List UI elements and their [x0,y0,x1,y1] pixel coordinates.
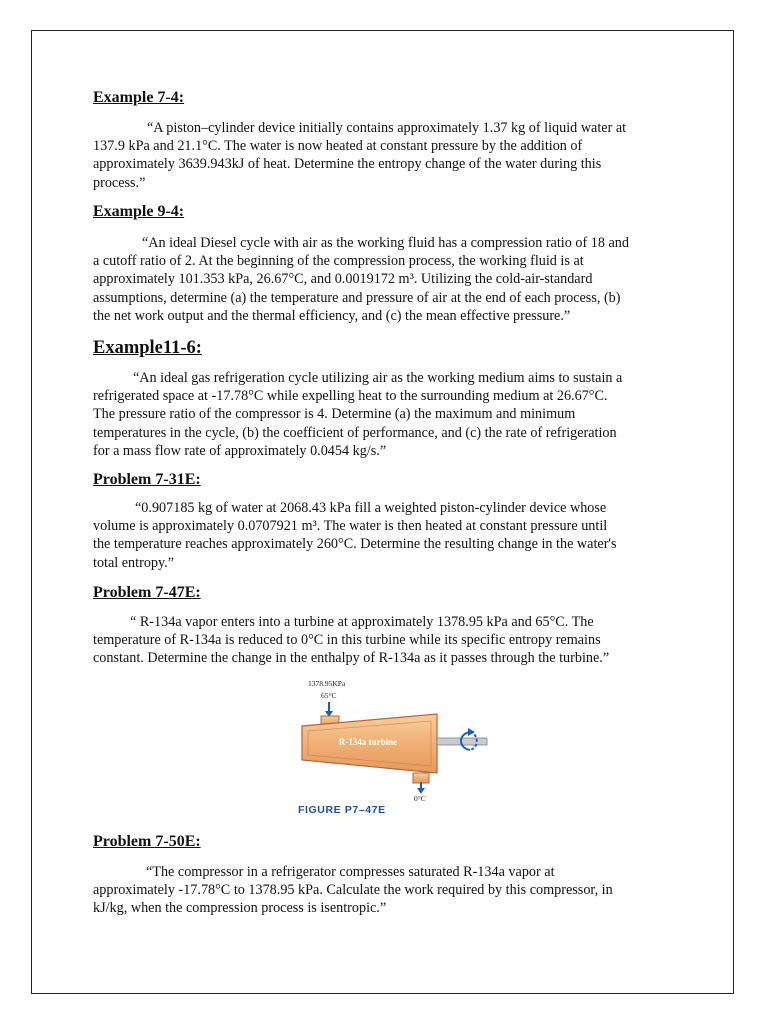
paragraph-example-7-4 [93,119,677,192]
heading-problem-7-31e: Problem 7-31E: [93,471,201,488]
text-line: kJ/kg, when the compression process is isentropic.” [93,900,387,917]
figure-caption: FIGURE P7–47E [298,804,386,816]
heading-problem-7-47e: Problem 7-47E: [93,584,201,601]
text-line: process.” [93,174,146,191]
text-line: constant. Determine the change in the enthalpy of R-134a as it passes through the turbine.” [93,650,610,667]
inlet-pressure-label: 1378.95KPa [308,679,346,688]
heading-example-11-6: Example11-6: [93,338,202,358]
paragraph-problem-7-47e [93,613,677,668]
text-line: temperature of R-134a is reduced to 0°C in this turbine while its specific entropy remains [93,632,601,649]
outlet-temp-label: 0°C [414,794,426,803]
text-line: The pressure ratio of the compressor is 4. Determine (a) the maximum and minimum [93,406,576,423]
paragraph-example-11-6 [93,369,677,460]
turbine-figure [272,676,498,818]
text-line: approximately -17.78°C to 1378.95 kPa. Calculate the work required by this compressor, in [93,882,613,899]
text-line: “A piston–cylinder device initially contains approximately 1.37 kg of liquid water at [147,120,627,136]
text-line: “0.907185 kg of water at 2068.43 kPa fill a weighted piston-cylinder device whose [135,500,607,516]
inlet-arrow-icon [325,702,333,717]
text-line: “An ideal gas refrigeration cycle utilizing air as the working medium aims to sustain a [133,370,623,386]
paragraph-example-9-4 [93,234,677,325]
text-line: the net work output and the thermal efficiency, and (c) the mean effective pressure.” [93,307,571,324]
text-line: assumptions, determine (a) the temperature and pressure of air at the end of each process, (b) [93,289,621,306]
text-line: volume is approximately 0.0707921 m³. The water is then heated at constant pressure until [93,518,608,535]
heading-example-9-4: Example 9-4: [93,203,185,220]
paragraph-problem-7-50e [93,863,677,918]
text-line: for a mass flow rate of approximately 0.0454 kg/s.” [93,442,387,459]
outlet-arrow-icon [417,782,425,794]
text-line: the temperature reaches approximately 260°C. Determine the resulting change in the water's [93,536,617,553]
text-line: approximately 101.353 kPa, 26.67°C, and 0.0019172 m³. Utilizing the cold-air-standard [93,271,593,288]
text-line: approximately 3639.943kJ of heat. Determine the entropy change of the water during this [93,156,602,173]
text-line: “ R-134a vapor enters into a turbine at approximately 1378.95 kPa and 65°C. The [130,614,594,630]
text-line: a cutoff ratio of 2. At the beginning of the compression process, the working fluid is at [93,253,584,270]
text-line: “An ideal Diesel cycle with air as the working fluid has a compression ratio of 18 and [142,235,629,251]
text-line: refrigerated space at -17.78°C while expelling heat to the surrounding medium at 26.67°C. [93,388,608,405]
heading-example-7-4: Example 7-4: [93,89,185,106]
inlet-temp-label: 65°C [321,691,337,700]
text-line: total entropy.” [93,554,175,571]
turbine-label: R-134a turbine [338,737,398,747]
heading-problem-7-50e: Problem 7-50E: [93,833,201,850]
outlet-port [413,773,429,783]
text-line: temperatures in the cycle, (b) the coefficient of performance, and (c) the rate of refrigeration [93,424,617,441]
text-line: 137.9 kPa and 21.1°C. The water is now heated at constant pressure by the addition of [93,138,583,155]
paragraph-problem-7-31e [93,499,677,572]
text-line: “The compressor in a refrigerator compresses saturated R-134a vapor at [146,864,555,880]
